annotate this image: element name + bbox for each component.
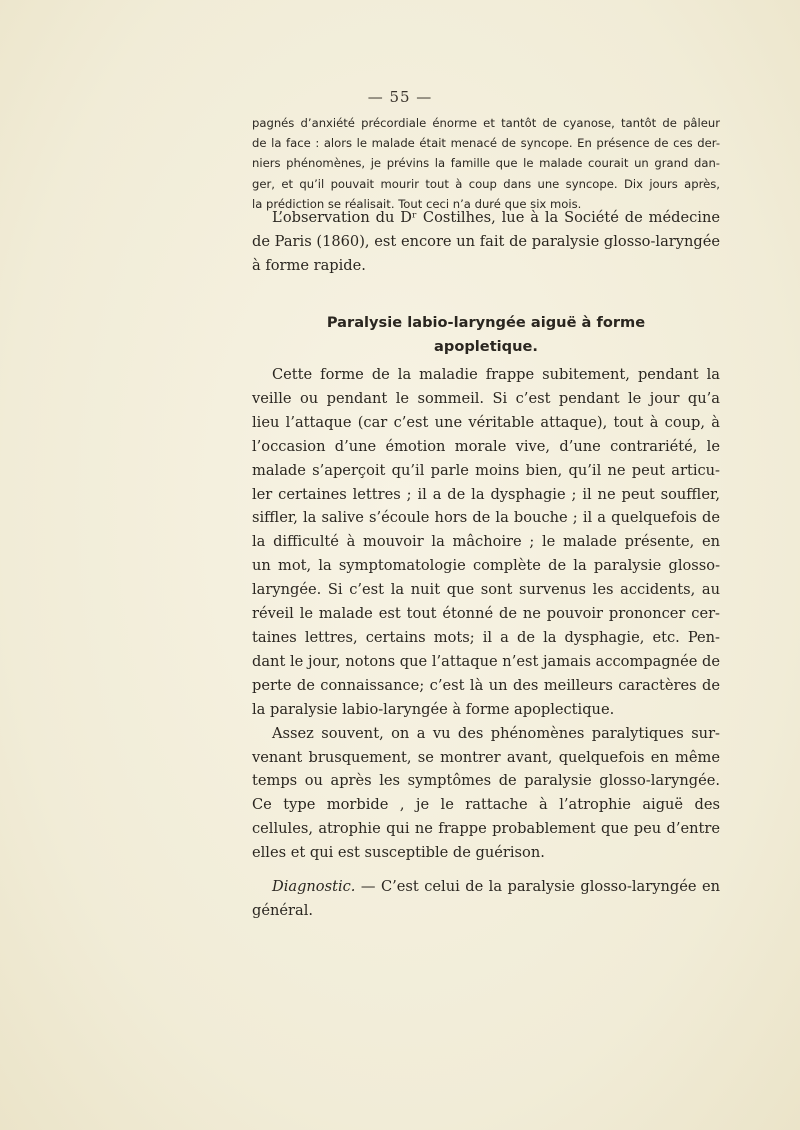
text-line: Ce type morbide , je le rattache à l’atrophie aiguë des (252, 796, 720, 814)
text-line: siffler, la salive s’écoule hors de la bouche ; il a quelquefois de (252, 509, 720, 527)
body-text (252, 363, 720, 923)
text-line: la difficulté à mouvoir la mâchoire ; le malade présente, en (252, 533, 720, 551)
text-line: ger, et qu’il pouvait mourir tout à coup dans une syncope. Dix jours après, (252, 176, 720, 191)
diagnostic-text: — C’est celui de la paralysie glosso-laryngée en (355, 878, 720, 896)
paragraph-diagnostic (252, 875, 720, 923)
text-line: l’occasion d’une émotion morale vive, d’une contrariété, le (252, 437, 720, 455)
text-line: un mot, la symptomatologie complète de la paralysie glosso- (252, 557, 720, 575)
text-line: perte de connaissance; c’est là un des meilleurs caractères de (252, 676, 720, 694)
text-line: ler certaines lettres ; il a de la dysphagie ; il ne peut souffler, (252, 485, 720, 503)
text-line: Cette forme de la maladie frappe subitement, pendant la (272, 366, 720, 383)
observation-paragraph (252, 206, 720, 277)
text-line: dant le jour, notons que l’attaque n’est jamais accompagnée de (252, 652, 720, 670)
text-line: pagnés d’anxiété précordiale énorme et tantôt de cyanose, tantôt de pâleur (252, 116, 720, 130)
diagnostic-label: Diagnostic. (272, 878, 356, 896)
heading-line: Paralysie labio-laryngée aiguë à forme (326, 314, 646, 331)
text-line: elles et qui est susceptible de guérison. (252, 844, 545, 862)
text-line: laryngée. Si c’est la nuit que sont survenus les accidents, au (252, 581, 720, 599)
text-line: à forme rapide. (252, 256, 366, 274)
text-line: lieu l’attaque (car c’est une véritable attaque), tout à coup, à (252, 413, 720, 431)
footnote-continuation (252, 113, 720, 214)
text-line: Assez souvent, on a vu des phénomènes paralytiques sur- (272, 724, 720, 742)
paragraph-attack (252, 363, 720, 722)
paragraph-atrophy (252, 722, 720, 865)
text-line: de la face : alors le malade était menacé de syncope. En présence de ces der- (252, 136, 720, 151)
text-line: veille ou pendant le sommeil. Si c’est pendant le jour qu’a (252, 389, 720, 407)
text-line: cellules, atrophie qui ne frappe probablement que peu d’entre (252, 820, 720, 838)
text-line: temps ou après les symptômes de paralysie glosso-laryngée. (252, 772, 720, 790)
text-line (252, 875, 720, 899)
text-line: général. (252, 901, 313, 919)
text-line: taines lettres, certains mots; il a de la dysphagie, etc. Pen- (252, 628, 720, 646)
section-heading (252, 311, 720, 359)
text-line: malade s’aperçoit qu’il parle moins bien, qu’il ne peut articu- (252, 461, 720, 479)
page-number: — 55 — (367, 88, 433, 106)
text-line: réveil le malade est tout étonné de ne pouvoir prononcer cer- (252, 605, 720, 623)
text-line: la prédiction se réalisait. Tout ceci n’a duré que six mois. (252, 196, 582, 211)
text-line: la paralysie labio-laryngée à forme apoplectique. (252, 700, 615, 718)
text-line: venant brusquement, se montrer avant, quelquefois en même (252, 748, 720, 766)
heading-line: apopletique. (434, 338, 538, 355)
text-line: de Paris (1860), est encore un fait de paralysie glosso-laryngée (252, 232, 720, 250)
text-line: niers phénomènes, je prévins la famille que le malade courait un grand dan- (252, 156, 720, 171)
text-line: L’observation du Dʳ Costilhes, lue à la Société de médecine (272, 209, 720, 226)
